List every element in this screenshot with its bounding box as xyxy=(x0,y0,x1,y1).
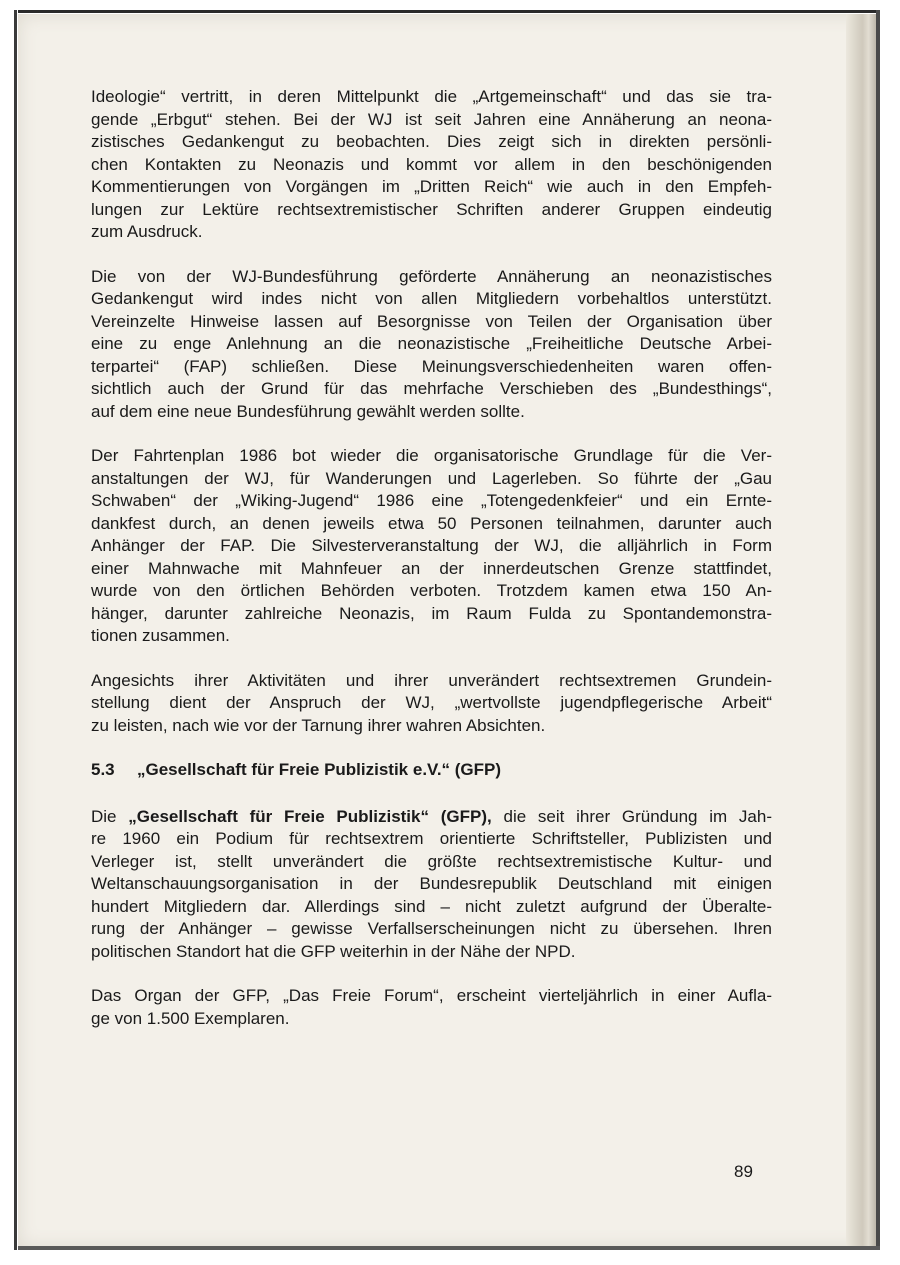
book-edge-left xyxy=(14,10,17,1250)
paragraph-ideologie xyxy=(91,86,772,244)
text-line: Die von der WJ-Bundesführung geförderte Annäherung an neonazistisches xyxy=(91,266,772,286)
text-line: tionen zusammen. xyxy=(91,626,230,645)
body-text xyxy=(91,86,772,1052)
paragraph-angesichts xyxy=(91,670,772,738)
text-line: stellung dient der Anspruch der WJ, „wertvollste jugendpflegerische Arbeit“ xyxy=(91,693,772,712)
book-edge-right xyxy=(876,10,880,1250)
text-line: zistisches Gedankengut zu beobachten. Dies zeigt sich in direkten persönli- xyxy=(91,132,772,151)
text-line: chen Kontakten zu Neonazis und kommt vor allem in den beschönigenden xyxy=(91,154,772,174)
text-line: auf dem eine neue Bundesführung gewählt werden sollte. xyxy=(91,401,525,421)
text-line: Kommentierungen von Vorgängen im „Dritten Reich“ wie auch in den Empfeh- xyxy=(91,177,772,196)
text-line: eine zu enge Anlehnung an die neonazistische „Freiheitliche Deutsche Arbei- xyxy=(91,334,772,353)
text-line: zu leisten, nach wie vor der Tarnung ihrer wahren Absichten. xyxy=(91,715,546,735)
book-edge-bottom xyxy=(18,1246,880,1250)
text-line: re 1960 ein Podium für rechtsextrem orientierte Schriftsteller, Publizisten und xyxy=(91,829,772,848)
text-line: terpartei“ (FAP) schließen. Diese Meinungsverschiedenheiten waren offen- xyxy=(91,356,772,376)
text-line: wurde von den örtlichen Behörden verboten. Trotzdem kamen etwa 150 An- xyxy=(91,581,772,600)
text-line: Schwaben“ der „Wiking-Jugend“ 1986 eine „Totengedenkfeier“ und ein Ernte- xyxy=(91,491,772,510)
paragraph-organ xyxy=(91,985,772,1030)
text-line: Verleger ist, stellt unverändert die größte rechtsextremistische Kultur- und xyxy=(91,851,772,871)
text-line: politischen Standort hat die GFP weiterhin in der Nähe der NPD. xyxy=(91,941,576,961)
text-line: hundert Mitgliedern dar. Allerdings sind – nicht zuletzt aufgrund der Überalte- xyxy=(91,896,772,916)
text-line: hänger, darunter zahlreiche Neonazis, im Raum Fulda zu Spontandemonstra- xyxy=(91,603,772,623)
text-line: sichtlich auch der Grund für das mehrfache Verschieben des „Bundesthings“, xyxy=(91,379,772,398)
text-line: rung der Anhänger – gewisse Verfallserscheinungen nicht zu übersehen. Ihren xyxy=(91,919,772,938)
gfp-lead-plain: Die xyxy=(91,806,129,826)
text-line: anstaltungen der WJ, für Wanderungen und Lagerleben. So führte der „Gau xyxy=(91,468,772,488)
text-line: Angesichts ihrer Aktivitäten und ihrer unverändert rechtsextremen Grundein- xyxy=(91,670,772,690)
text-line: zum Ausdruck. xyxy=(91,222,203,241)
text-line: dankfest durch, an denen jeweils etwa 50 Personen teilnahmen, darunter auch xyxy=(91,513,772,533)
text-line: Anhänger der FAP. Die Silvesterveranstaltung der WJ, die alljährlich in Form xyxy=(91,536,772,555)
gfp-lead-rest: die seit ihrer Gründung im Jah- xyxy=(491,806,773,826)
section-heading xyxy=(91,759,772,782)
text-line: Der Fahrtenplan 1986 bot wieder die organisatorische Grundlage für die Ver- xyxy=(91,446,772,465)
page-number: 89 xyxy=(734,1162,753,1181)
gfp-organization-name: „Gesellschaft für Freie Publizistik“ (GFP), xyxy=(128,806,492,826)
section-title: „Gesellschaft für Freie Publizistik e.V.“ (GFP) xyxy=(137,760,502,779)
paragraph-fahrtenplan xyxy=(91,445,772,648)
book-edge-top xyxy=(18,10,876,13)
text-line: Gedankengut wird indes nicht von allen Mitgliedern vorbehaltlos unterstützt. xyxy=(91,289,772,308)
section-number: 5.3 xyxy=(91,760,115,779)
text-line: lungen zur Lektüre rechtsextremistischer Schriften anderer Gruppen eindeutig xyxy=(91,199,772,219)
text-line: gende „Erbgut“ stehen. Bei der WJ ist seit Jahren eine Annäherung an neona- xyxy=(91,109,772,129)
book-gutter xyxy=(846,14,876,1248)
text-line: Ideologie“ vertritt, in deren Mittelpunkt die „Artgemeinschaft“ und das sie tra- xyxy=(91,87,772,106)
text-line: Das Organ der GFP, „Das Freie Forum“, erscheint vierteljährlich in einer Aufla- xyxy=(91,986,772,1005)
text-line: Vereinzelte Hinweise lassen auf Besorgnisse von Teilen der Organisation über xyxy=(91,311,772,331)
paragraph-gfp xyxy=(91,806,772,964)
text-line: einer Mahnwache mit Mahnfeuer an der innerdeutschen Grenze stattfindet, xyxy=(91,558,772,578)
text-line xyxy=(91,806,772,829)
paragraph-annaeherung xyxy=(91,266,772,424)
text-line: Weltanschauungsorganisation in der Bundesrepublik Deutschland mit einigen xyxy=(91,874,772,893)
text-line: ge von 1.500 Exemplaren. xyxy=(91,1008,290,1028)
